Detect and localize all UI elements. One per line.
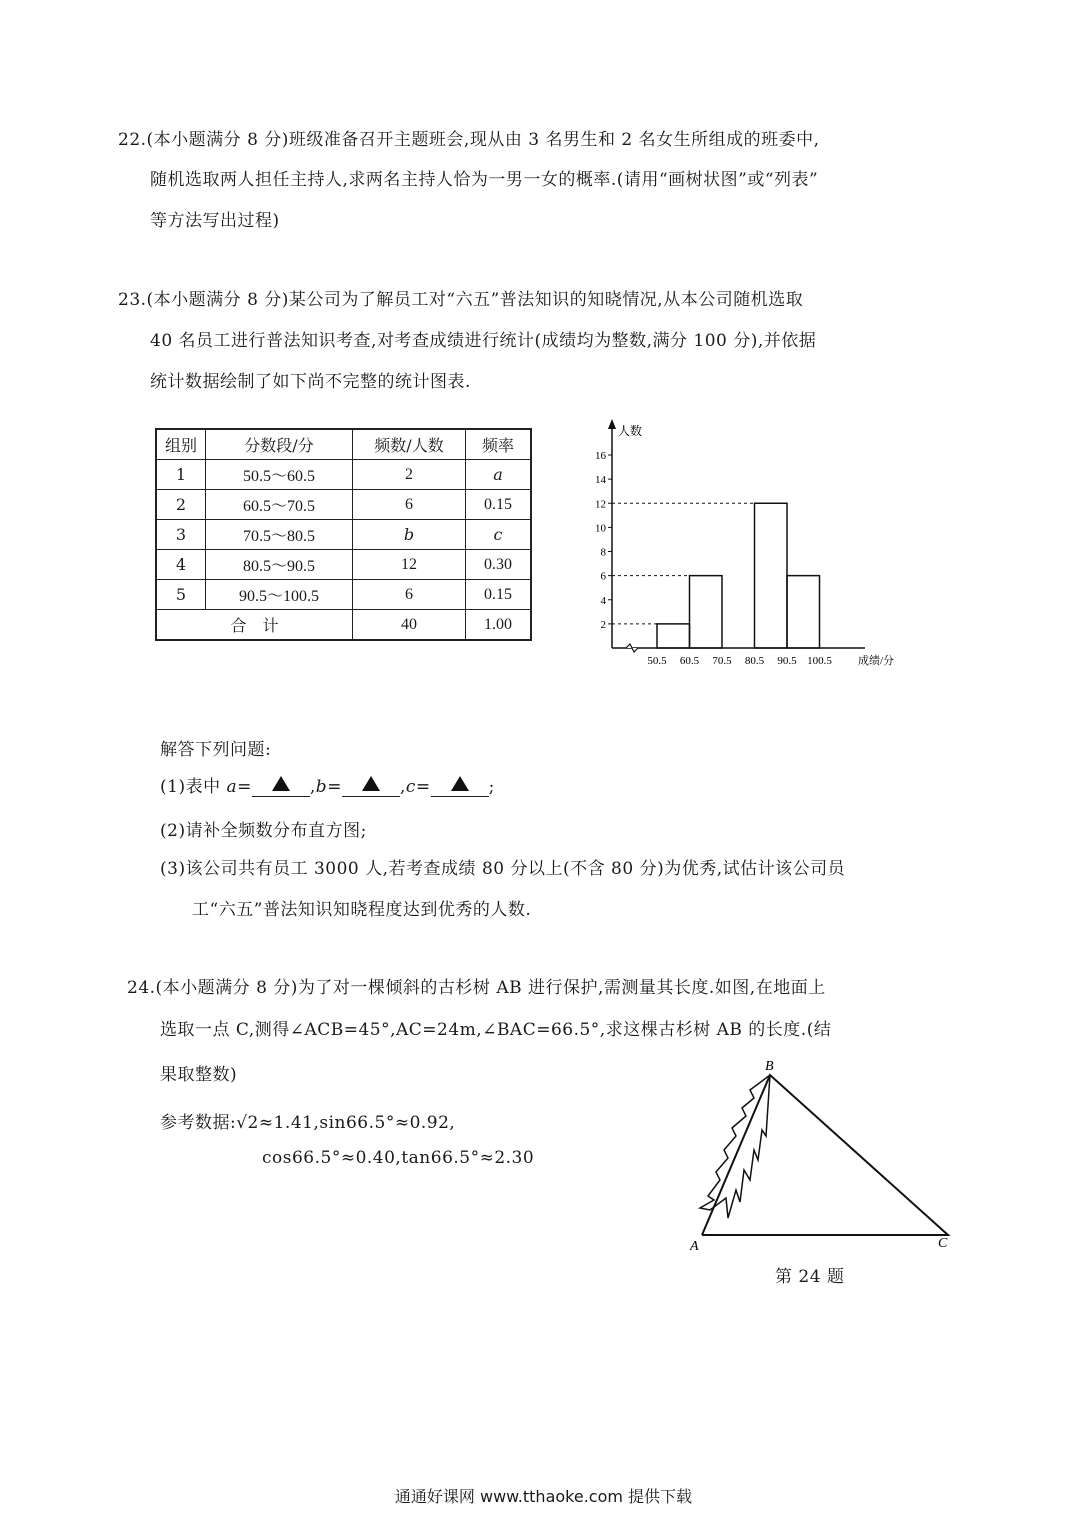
footer: 通通好课网 www.tthaoke.com 提供下载: [394, 1487, 693, 1506]
x-axis-label: 成绩/分: [858, 655, 895, 667]
x-tick-label: 60.5: [679, 655, 700, 667]
table-cell: 0.15: [466, 490, 532, 520]
histogram-bar: [657, 624, 690, 648]
y-tick-label: 6: [600, 570, 606, 583]
q23-part1-prefix: (1)表中: [160, 777, 221, 797]
table-cell: 2: [353, 460, 466, 490]
q23-line1: 23.(本小题满分 8 分)某公司为了解员工对“六五”普法知识的知晓情况,从本公司随机选取: [118, 290, 804, 310]
y-tick-label: 14: [595, 474, 606, 487]
frequency-table: [155, 428, 532, 641]
x-tick-label: 90.5: [777, 655, 797, 667]
table-cell: 2: [156, 490, 206, 520]
y-tick-label: 10: [595, 522, 606, 535]
histogram-bar: [787, 576, 820, 648]
table-row: [156, 550, 531, 580]
triangle-icon: [451, 776, 469, 791]
table-total-row: [156, 610, 531, 641]
q23-line3: 统计数据绘制了如下尚不完整的统计图表.: [150, 372, 471, 392]
table-cell: 0.15: [466, 580, 532, 610]
table-cell: 80.5～90.5: [206, 550, 353, 580]
table-header-row: [156, 429, 531, 460]
answer-blank-c[interactable]: [431, 776, 489, 797]
y-tick-label: 12: [595, 498, 606, 511]
table-cell: 90.5～100.5: [206, 580, 353, 610]
q23-line2: 40 名员工进行普法知识考查,对考查成绩进行统计(成绩均为整数,满分 100 分),并依据: [150, 331, 817, 351]
table-cell: 1: [156, 460, 206, 490]
table-row: [156, 580, 531, 610]
table-cell: 0.30: [466, 550, 532, 580]
q24-line3: 果取整数): [160, 1065, 238, 1085]
q23-part2: (2)请补全频数分布直方图;: [160, 821, 367, 841]
frequency-histogram: [585, 415, 915, 675]
table-cell: 60.5～70.5: [206, 490, 353, 520]
table-header: 频数/人数: [353, 429, 466, 460]
label-b: B: [765, 1059, 774, 1074]
table-total-label: 合 计: [156, 610, 353, 641]
table-cell: 5: [156, 580, 206, 610]
table-header: 分数段/分: [206, 429, 353, 460]
table-header: 组别: [156, 429, 206, 460]
triangle-icon: [272, 776, 290, 791]
figure-caption: 第 24 题: [775, 1267, 845, 1287]
label-c: C: [938, 1236, 948, 1251]
triangle-outline: [702, 1075, 948, 1235]
q23-part1: (1)表中 a= ,b= ,c= ;: [160, 777, 495, 797]
table-total-count: 40: [353, 610, 466, 641]
table-cell: a: [466, 460, 532, 490]
answer-blank-a[interactable]: [252, 776, 310, 797]
x-tick-label: 100.5: [807, 655, 832, 667]
table-cell: 6: [353, 580, 466, 610]
y-tick-label: 2: [600, 618, 606, 631]
q24-line2: 选取一点 C,测得∠ACB=45°,AC=24m,∠BAC=66.5°,求这棵古杉树 AB 的长度.(结: [160, 1020, 832, 1040]
q23-instructions: 解答下列问题:: [160, 740, 272, 760]
x-tick-label: 80.5: [744, 655, 765, 667]
q22-line1: 22.(本小题满分 8 分)班级准备召开主题班会,现从由 3 名男生和 2 名女生所组成的班委中,: [118, 130, 820, 150]
y-tick-label: 4: [600, 594, 606, 607]
table-row: [156, 520, 531, 550]
histogram-bar: [690, 576, 723, 648]
table-cell: b: [353, 520, 466, 550]
y-axis-arrow: [608, 419, 616, 429]
var-b: b: [315, 777, 328, 797]
table-cell: c: [466, 520, 532, 550]
triangle-icon: [362, 776, 380, 791]
table-row: [156, 490, 531, 520]
y-axis-label: 人数: [618, 424, 643, 438]
table-cell: 6: [353, 490, 466, 520]
q23-part3-line2: 工“六五”普法知识知晓程度达到优秀的人数.: [192, 900, 532, 920]
var-c: c: [405, 777, 416, 797]
table-cell: 12: [353, 550, 466, 580]
q23-part3-line1: (3)该公司共有员工 3000 人,若考查成绩 80 分以上(不含 80 分)为优秀,试估计该公司员: [160, 859, 846, 879]
x-tick-label: 50.5: [647, 655, 667, 667]
y-tick-label: 8: [600, 546, 606, 559]
y-tick-label: 16: [595, 450, 606, 462]
x-tick-label: 70.5: [712, 655, 732, 667]
var-a: a: [226, 777, 238, 797]
tree-triangle-figure: [670, 1050, 970, 1260]
tree-shape: [700, 1075, 770, 1218]
q22-line3: 等方法写出过程): [150, 211, 280, 231]
q22-line2: 随机选取两人担任主持人,求两名主持人恰为一男一女的概率.(请用“画树状图”或“列表”: [150, 170, 819, 190]
q24-line1: 24.(本小题满分 8 分)为了对一棵倾斜的古杉树 AB 进行保护,需测量其长度.如图,在地面上: [127, 978, 826, 998]
table-total-freq: 1.00: [466, 610, 532, 641]
axis-break-mark: [626, 644, 638, 652]
table-row: [156, 460, 531, 490]
table-cell: 50.5～60.5: [206, 460, 353, 490]
label-a: A: [690, 1239, 699, 1254]
histogram-bar: [755, 503, 788, 648]
q24-ref-line2: cos66.5°≈0.40,tan66.5°≈2.30: [262, 1148, 535, 1168]
answer-blank-b[interactable]: [342, 776, 400, 797]
table-cell: 70.5～80.5: [206, 520, 353, 550]
table-cell: 3: [156, 520, 206, 550]
table-cell: 4: [156, 550, 206, 580]
table-header: 频率: [466, 429, 532, 460]
q24-ref-line1: 参考数据:√2≈1.41,sin66.5°≈0.92,: [160, 1113, 456, 1133]
